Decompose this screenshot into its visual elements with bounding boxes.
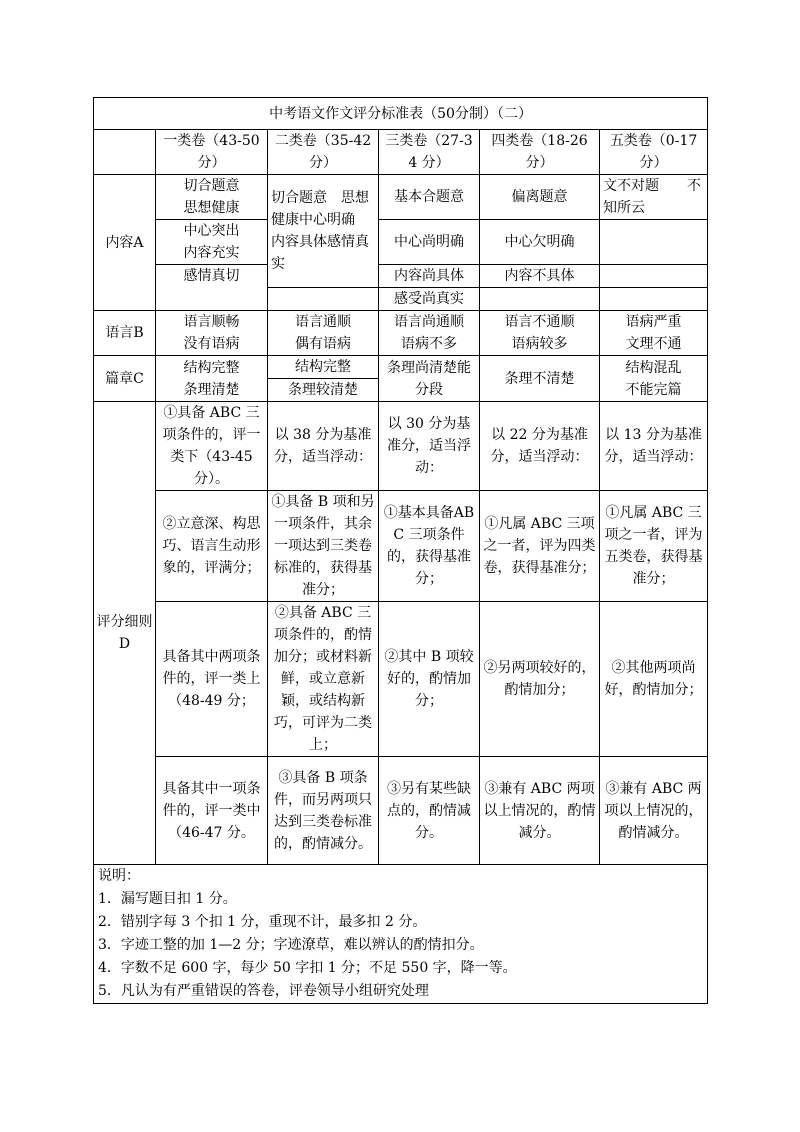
detail-r3-c5: ②其他两项尚好，酌情加分； <box>600 602 708 757</box>
scoring-table <box>93 97 708 1004</box>
detail-r2-c2: ①具备 B 项和另一项条件，其余一项达到三类卷标准的，获得基准分； <box>268 491 379 602</box>
content-c2-empty <box>268 288 379 311</box>
detail-r1-c2: 以 38 分为基准分，适当浮动： <box>268 402 379 491</box>
detail-r2-c1: ②立意深、构思巧、语言生动形象的，评满分； <box>156 491 268 602</box>
notes-cell <box>94 865 708 1004</box>
content-c1-b: 中心突出 内容充实 <box>156 220 268 265</box>
row-label-structure: 篇章C <box>94 356 156 402</box>
structure-c1: 结构完整 条理清楚 <box>156 356 268 402</box>
row-label-language: 语言B <box>94 311 156 356</box>
notes-heading: 说明： <box>98 868 140 884</box>
language-c2: 语言通顺 偶有语病 <box>268 311 379 356</box>
note-item: 1．漏写题目扣 1 分。 <box>98 891 237 907</box>
detail-r3-c4: ②另两项较好的，酌情加分； <box>480 602 600 757</box>
content-c5: 文不对题 不知所云 <box>600 175 708 220</box>
detail-r4-c3: ③另有某些缺点的，酌情减分。 <box>379 757 480 865</box>
corner-cell <box>94 130 156 175</box>
language-c4: 语言不通顺 语病较多 <box>480 311 600 356</box>
content-c4-c: 内容不具体 <box>480 265 600 288</box>
detail-r4-c5: ③兼有 ABC 两项以上情况的，酌情减分。 <box>600 757 708 865</box>
header-class5: 五类卷（0-17分） <box>600 130 708 175</box>
note-item: 2．错别字每 3 个扣 1 分，重现不计，最多扣 2 分。 <box>98 914 427 930</box>
row-label-content: 内容A <box>94 175 156 311</box>
structure-c2-a: 结构完整 <box>268 356 379 379</box>
table-title: 中考语文作文评分标准表（50分制）（二） <box>94 98 708 130</box>
content-c3-c: 内容尚具体 <box>379 265 480 288</box>
detail-r4-c2: ③具备 B 项条件，而另两项只达到三类卷标准的，酌情减分。 <box>268 757 379 865</box>
header-row <box>94 130 708 175</box>
detail-r3-c2: ②具备 ABC 三项条件的，酌情加分；或材料新鲜，或立意新颖，或结构新巧，可评为二类上； <box>268 602 379 757</box>
content-c4-a: 偏离题意 <box>480 175 600 220</box>
header-class2: 二类卷（35-42分） <box>268 130 379 175</box>
content-c3-b: 中心尚明确 <box>379 220 480 265</box>
content-c4-empty <box>480 288 600 311</box>
content-c1-a: 切合题意 思想健康 <box>156 175 268 220</box>
detail-r1-c3: 以 30 分为基准分，适当浮动： <box>379 402 480 491</box>
row-label-detail: 评分细则D <box>94 402 156 865</box>
detail-r4-c4: ③兼有 ABC 两项以上情况的，酌情减分。 <box>480 757 600 865</box>
content-c4-b: 中心欠明确 <box>480 220 600 265</box>
language-c3: 语言尚通顺 语病不多 <box>379 311 480 356</box>
detail-r2-c3: ①基本具备ABC 三项条件的，获得基准分； <box>379 491 480 602</box>
detail-r2-c5: ①凡属 ABC 三项之一者，评为五类卷，获得基准分； <box>600 491 708 602</box>
content-c1-c: 感情真切 <box>156 265 268 311</box>
detail-r3-c3: ②其中 B 项较好的，酌情加分； <box>379 602 480 757</box>
note-item: 3．字迹工整的加 1—2 分；字迹潦草，难以辨认的酌情扣分。 <box>98 937 484 953</box>
detail-r3-c1: 具备其中两项条件的，评一类上（48-49 分； <box>156 602 268 757</box>
header-class4: 四类卷（18-26分） <box>480 130 600 175</box>
header-class1: 一类卷（43-50分） <box>156 130 268 175</box>
content-c3-d: 感受尚真实 <box>379 288 480 311</box>
detail-r1-c1: ①具备 ABC 三项条件的，评一类下（43-45分）。 <box>156 402 268 491</box>
content-c5-empty-3 <box>600 288 708 311</box>
header-class3: 三类卷（27-34 分） <box>379 130 480 175</box>
content-c5-empty-1 <box>600 220 708 265</box>
language-c1: 语言顺畅 没有语病 <box>156 311 268 356</box>
detail-r2-c4: ①凡属 ABC 三项之一者，评为四类卷，获得基准分； <box>480 491 600 602</box>
structure-c5: 结构混乱 不能完篇 <box>600 356 708 402</box>
content-c5-empty-2 <box>600 265 708 288</box>
detail-r1-c4: 以 22 分为基准分，适当浮动： <box>480 402 600 491</box>
structure-c2-b: 条理较清楚 <box>268 379 379 402</box>
structure-c3: 条理尚清楚能分段 <box>379 356 480 402</box>
content-c3-a: 基本合题意 <box>379 175 480 220</box>
content-c2: 切合题意 思想健康中心明确 内容具体感情真实 <box>268 175 379 288</box>
detail-r1-c5: 以 13 分为基准分，适当浮动： <box>600 402 708 491</box>
structure-c4: 条理不清楚 <box>480 356 600 402</box>
note-item: 5．凡认为有严重错误的答卷，评卷领导小组研究处理 <box>98 983 429 999</box>
detail-r4-c1: 具备其中一项条件的，评一类中（46-47 分。 <box>156 757 268 865</box>
language-c5: 语病严重 文理不通 <box>600 311 708 356</box>
note-item: 4．字数不足 600 字，每少 50 字扣 1 分；不足 550 字，降一等。 <box>98 960 517 976</box>
